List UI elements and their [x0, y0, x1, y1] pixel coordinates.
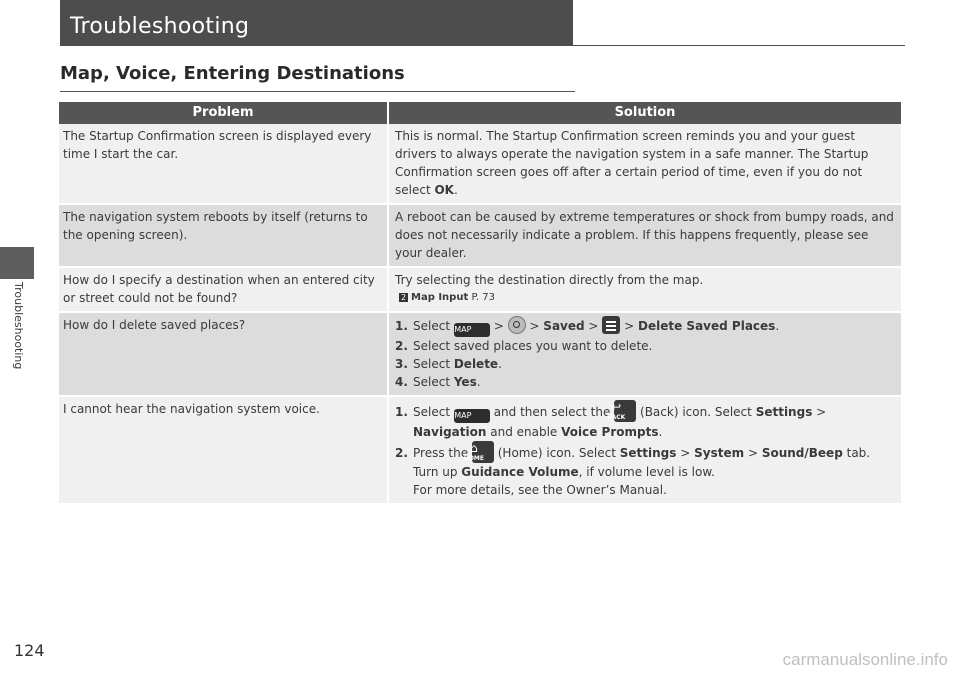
step-item: [395, 337, 897, 355]
separator: >: [493, 319, 504, 333]
step-text: Select: [413, 319, 451, 333]
separator: >: [816, 405, 827, 419]
problem-cell: The navigation system reboots by itself (returns to the opening screen).: [59, 204, 388, 267]
section-rule: [60, 91, 575, 92]
home-icon: ⌂ HOME: [472, 441, 494, 463]
map-button-icon: MAP: [454, 323, 490, 337]
problem-cell: How do I specify a destination when an entered city or street could not be found?: [59, 267, 388, 312]
step-text: tab.: [846, 446, 871, 460]
step-end: .: [775, 319, 780, 333]
step-text: Select: [413, 405, 451, 419]
side-tab: [0, 247, 34, 279]
navigation-label: Navigation: [413, 425, 487, 439]
separator: >: [588, 319, 599, 333]
step-number: 3.: [395, 357, 408, 371]
step-text: Turn up: [413, 465, 462, 479]
yes-label: Yes: [453, 375, 477, 389]
saved-label: Saved: [543, 319, 585, 333]
ok-label: OK: [434, 183, 454, 197]
step-text: For more details, see the Owner’s Manual.: [413, 483, 667, 497]
reference-label: Map Input: [411, 292, 469, 303]
step-item: [395, 316, 897, 337]
side-section-label: Troubleshooting: [12, 282, 25, 370]
step-number: 4.: [395, 375, 408, 389]
table-row: [59, 204, 901, 267]
problem-cell: How do I delete saved places?: [59, 312, 388, 396]
voice-prompts-label: Voice Prompts: [561, 425, 659, 439]
solution-cell: [388, 267, 901, 312]
step-item: [395, 373, 897, 391]
step-item: [395, 400, 897, 441]
step-text: and then select the: [493, 405, 611, 419]
table-header-row: [59, 102, 901, 124]
column-header-solution: Solution: [388, 102, 901, 124]
problem-cell: I cannot hear the navigation system voice.: [59, 396, 388, 503]
table-row: [59, 396, 901, 503]
column-header-problem: Problem: [59, 102, 388, 124]
step-text: Select: [413, 357, 454, 371]
cross-reference-link[interactable]: [395, 289, 897, 307]
solution-cell: [388, 124, 901, 204]
delete-saved-places-label: Delete Saved Places: [638, 319, 776, 333]
reference-page: P. 73: [471, 292, 495, 303]
menu-icon: [602, 316, 620, 334]
step-text: and enable: [490, 425, 562, 439]
solution-cell: [388, 396, 901, 503]
step-end: .: [498, 357, 502, 371]
step-number: 2.: [395, 339, 408, 353]
solution-cell: A reboot can be caused by extreme temperatures or shock from bumpy roads, and does not necessarily indicate a problem. If this happens frequently, please see your dealer.: [388, 204, 901, 267]
solution-text: Try selecting the destination directly from the map.: [395, 273, 704, 287]
problem-cell: The Startup Confirmation screen is displayed every time I start the car.: [59, 124, 388, 204]
search-icon: [508, 316, 526, 334]
step-text: Press the: [413, 446, 469, 460]
sound-beep-label: Sound/Beep: [761, 446, 843, 460]
separator: >: [680, 446, 691, 460]
step-text: (Back) icon. Select: [640, 405, 752, 419]
delete-label: Delete: [453, 357, 499, 371]
step-number: 2.: [395, 446, 408, 460]
table-row: [59, 124, 901, 204]
step-item: [395, 441, 897, 499]
step-text: Select: [413, 375, 454, 389]
page-number: 124: [14, 641, 45, 660]
step-item: [395, 355, 897, 373]
troubleshooting-table: [59, 102, 901, 503]
step-number: 1.: [395, 405, 408, 419]
page-title: Troubleshooting: [70, 14, 250, 39]
map-button-icon: MAP: [454, 409, 490, 423]
guidance-volume-label: Guidance Volume: [461, 465, 579, 479]
step-end: .: [476, 375, 481, 389]
solution-end: .: [453, 183, 458, 197]
step-number: 1.: [395, 319, 408, 333]
separator: >: [624, 319, 635, 333]
table-row: [59, 267, 901, 312]
step-text: Select saved places you want to delete.: [413, 339, 653, 353]
step-text: , if volume level is low.: [578, 465, 715, 479]
step-text: (Home) icon. Select: [497, 446, 616, 460]
reference-arrow-icon: 2: [400, 293, 407, 302]
separator: >: [529, 319, 540, 333]
section-title: Map, Voice, Entering Destinations: [60, 63, 405, 84]
settings-label: Settings: [619, 446, 677, 460]
separator: >: [747, 446, 758, 460]
settings-label: Settings: [755, 405, 813, 419]
step-end: .: [658, 425, 663, 439]
back-icon: ↩ BACK: [614, 400, 636, 422]
solution-cell: [388, 312, 901, 396]
watermark: carmanualsonline.info: [782, 650, 948, 669]
table-row: [59, 312, 901, 396]
system-label: System: [694, 446, 745, 460]
solution-text: This is normal. The Startup Confirmation screen reminds you and your guest drivers to always operate the navigation system in a safe manner. The Startup Confirmation screen goes off after a certain period of time, even if you do not select: [395, 129, 869, 197]
header-rule: [573, 45, 905, 46]
